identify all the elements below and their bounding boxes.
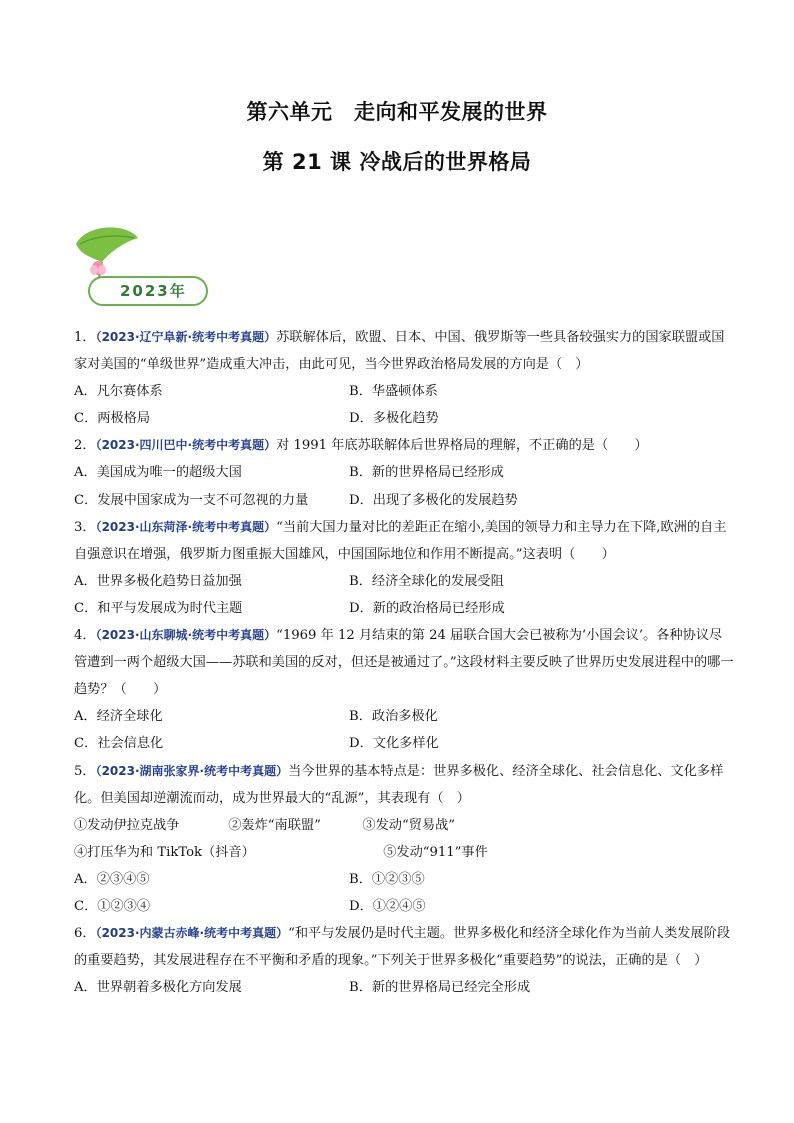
- answer-options: [74, 568, 734, 622]
- option-c: C．①②③④: [74, 898, 151, 914]
- question-number: 5．: [74, 763, 96, 779]
- option-a: A．凡尔赛体系: [74, 384, 163, 400]
- option-c: C．社会信息化: [74, 736, 164, 752]
- statement-item: ③发动“贸易战”: [362, 817, 456, 833]
- question-5-text: [74, 758, 734, 812]
- option-d: D．新的政治格局已经形成: [349, 600, 505, 616]
- statement-items-row-1: [74, 812, 734, 839]
- year-section-badge: [70, 222, 220, 312]
- question-2: [74, 432, 734, 513]
- question-4-text: [74, 622, 734, 703]
- question-number: 1．: [74, 330, 96, 345]
- option-b: B．政治多极化: [349, 709, 438, 725]
- option-a: A．世界多极化趋势日益加强: [74, 573, 242, 589]
- question-number: 3．: [74, 519, 96, 535]
- question-stem: 对 1991 年底苏联解体后世界格局的理解，不正确的是（ ）: [276, 438, 648, 454]
- question-stem: “1969 年 12 月结束的第 24 届联合国大会已被称为‘小国会议’。各种协议尽管遭到一两个超级大国——苏联和美国的反对，但还是被通过了。”这段材料主要反映了世界历史发展进程中的哪一趋势？（ ）: [74, 628, 734, 698]
- statement-items-row-2: [74, 839, 734, 866]
- question-3-text: [74, 514, 734, 568]
- option-b: B．新的世界格局已经形成: [349, 465, 504, 481]
- lesson-title: 第 21 课 冷战后的世界格局: [262, 150, 532, 174]
- statement-item: ①发动伊拉克战争: [74, 817, 180, 833]
- question-1: [74, 324, 734, 432]
- question-2-text: [74, 432, 734, 459]
- question-stem: 当今世界的基本特点是：世界多极化、经济全球化、社会信息化、文化多样化。但美国却逆潮流而动，成为世界最大的“乱源”，其表现有（ ）: [74, 763, 724, 806]
- answer-options: [74, 866, 734, 920]
- question-source: （2023·内蒙古赤峰·统考中考真题）: [95, 926, 289, 941]
- question-source: （2023·山东聊城·统考中考真题）: [95, 628, 277, 643]
- question-list: [74, 324, 734, 1001]
- answer-options: [74, 974, 734, 1001]
- statement-item: ④打压华为和 TikTok（抖音）: [74, 844, 255, 860]
- question-stem: 苏联解体后，欧盟、日本、中国、俄罗斯等一些具备较强实力的国家联盟或国家对美国的“单级世界”造成重大冲击，由此可见，当今世界政治格局发展的方向是（ ）: [74, 330, 725, 373]
- answer-options: [74, 459, 734, 513]
- option-d: D．出现了多极化的发展趋势: [349, 492, 518, 508]
- option-d: D．文化多样化: [349, 736, 439, 752]
- question-3: [74, 514, 734, 622]
- question-source: （2023·湖南张家界·统考中考真题）: [95, 763, 289, 778]
- statement-item: ⑤发动“911”事件: [383, 844, 488, 860]
- option-b: B．华盛顿体系: [349, 384, 438, 400]
- question-5: [74, 758, 734, 921]
- question-stem: “当前大国力量对比的差距正在缩小,美国的领导力和主导力在下降,欧洲的自主自强意识在增强，俄罗斯力图重振大国雄风，中国国际地位和作用不断提高。”这表明（ ）: [74, 519, 727, 562]
- option-d: D．①②④⑤: [349, 898, 426, 914]
- option-a: A．美国成为唯一的超级大国: [74, 465, 242, 481]
- question-number: 2．: [74, 438, 96, 454]
- option-c: C．发展中国家成为一支不可忽视的力量: [74, 492, 309, 508]
- question-6-text: [74, 920, 734, 974]
- option-c: C．两极格局: [74, 411, 151, 427]
- option-b: B．经济全球化的发展受阻: [349, 573, 504, 589]
- question-number: 4．: [74, 628, 96, 644]
- option-c: C．和平与发展成为时代主题: [74, 600, 243, 616]
- option-a: A．经济全球化: [74, 709, 163, 725]
- question-source: （2023·辽宁阜新·统考中考真题）: [95, 330, 277, 344]
- option-a: A．②③④⑤: [74, 871, 150, 887]
- answer-options: [74, 703, 734, 757]
- option-b: B．①②③⑤: [349, 871, 425, 887]
- option-b: B．新的世界格局已经完全形成: [349, 980, 531, 996]
- option-a: A．世界朝着多极化方向发展: [74, 980, 242, 996]
- statement-item: ②轰炸“南联盟”: [228, 817, 321, 833]
- question-1-text: [74, 324, 734, 378]
- question-number: 6．: [74, 926, 96, 942]
- year-badge: 2023年: [88, 276, 208, 306]
- option-d: D．多极化趋势: [349, 411, 439, 427]
- question-stem: “和平与发展仍是时代主题。世界多极化和经济全球化作为当前人类发展阶段的重要趋势，其发展进程存在不平衡和矛盾的现象。”下列关于世界多极化“重要趋势”的说法，正确的是（ ）: [74, 926, 731, 969]
- question-source: （2023·山东菏泽·统考中考真题）: [95, 519, 277, 534]
- answer-options: [74, 378, 734, 432]
- question-6: [74, 920, 734, 1001]
- question-source: （2023·四川巴中·统考中考真题）: [95, 438, 277, 453]
- question-4: [74, 622, 734, 757]
- unit-title: 第六单元 走向和平发展的世界: [246, 100, 548, 124]
